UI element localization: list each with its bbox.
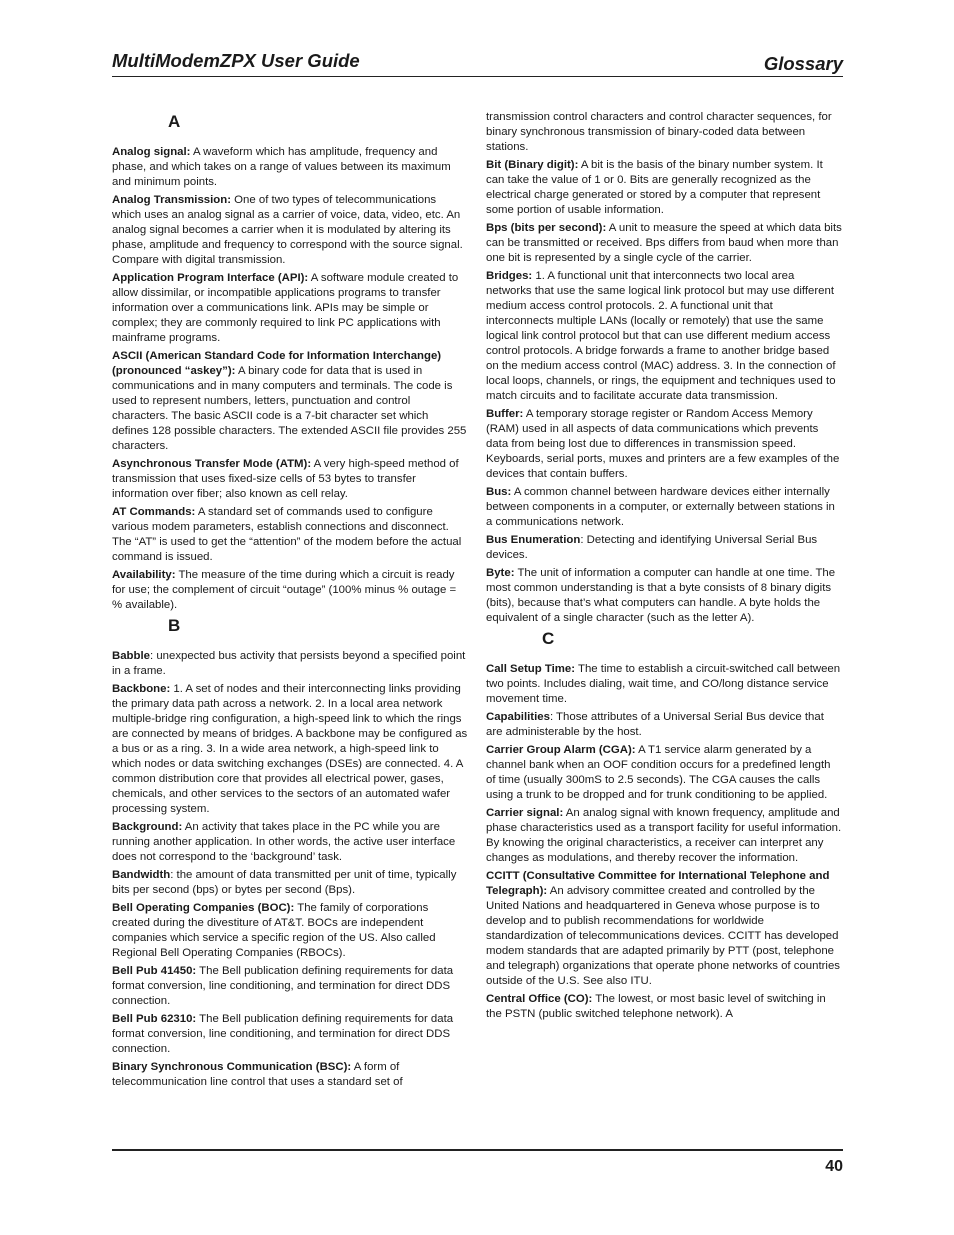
glossary-definition: 1. A functional unit that interconnects two local area networks that use the same logical link protocol but may use different medium access control protocols. 2. A functional unit that interconnects multiple LANs (locally or remotely) that use the same logical link control protocol but that can use different medium access control protocols. A bridge forwards a frame to another bridge based on the medium access control (MAC) address. 3. In the connection of local loops, channels, or rings, the equipment and techniques used to match circuits and to facilitate accurate data transmission. xyxy=(486,270,836,402)
glossary-entry xyxy=(486,533,843,563)
glossary-column-right xyxy=(486,110,843,1025)
glossary-term: Call Setup Time: xyxy=(486,663,576,675)
glossary-column-left xyxy=(112,110,468,1093)
footer-rule xyxy=(112,1149,843,1151)
glossary-term: Byte: xyxy=(486,567,515,579)
glossary-entry xyxy=(112,505,468,565)
page-header xyxy=(112,48,843,77)
glossary-definition: The Bell publication defining requirements for data format conversion, line conditioning, and termination for direct DDS connection. xyxy=(112,1013,454,1055)
glossary-definition: A common channel between hardware devices either internally between components in a computer, or externally between stations in a communications network. xyxy=(486,486,835,528)
glossary-definition: The Bell publication defining requirements for data format conversion, line conditioning, and termination for direct DDS connection. xyxy=(112,965,454,1007)
glossary-entry xyxy=(112,649,468,679)
glossary-entry xyxy=(486,407,843,482)
glossary-term: ASCII (American Standard Code for Information Interchange) (pronounced “askey”): xyxy=(112,350,442,377)
glossary-entry xyxy=(112,349,468,454)
glossary-entry xyxy=(486,743,843,803)
glossary-definition: The measure of the time during which a circuit is ready for use; the complement of circuit “outage” (100% minus % outage = % available). xyxy=(112,569,457,611)
glossary-entry xyxy=(112,271,468,346)
glossary-definition: : Detecting and identifying Universal Serial Bus devices. xyxy=(486,534,818,561)
glossary-entry xyxy=(486,110,843,155)
glossary-term: Bps (bits per second): xyxy=(486,222,607,234)
glossary-term: Carrier signal: xyxy=(486,807,564,819)
glossary-term: Asynchronous Transfer Mode (ATM): xyxy=(112,458,312,470)
page-number: 40 xyxy=(825,1158,843,1175)
glossary-term: Backbone: xyxy=(112,683,171,695)
glossary-term: AT Commands: xyxy=(112,506,196,518)
glossary-term: Bandwidth xyxy=(112,869,171,881)
document-title: MultiModemZPX User Guide xyxy=(112,50,360,71)
glossary-entry xyxy=(112,868,468,898)
glossary-definition: : unexpected bus activity that persists beyond a specified point in a frame. xyxy=(112,650,466,677)
glossary-definition: A binary code for data that is used in communications and in many computers and terminals. The code is used to represent numbers, letters, punctuation and control characters. The basic ASCII code is a 7-bit character set which defines 128 possible characters. The extended ASCII file provides 255 characters. xyxy=(112,365,467,452)
glossary-definition: An analog signal with known frequency, amplitude and phase characteristics used as a transport facility for useful information. By knowing the original characteristics, a receiver can interpret any changes as modulations, and thereby recover the information. xyxy=(486,807,842,864)
glossary-definition: A unit to measure the speed at which data bits can be transmitted or received. Bps differs from baud when more than one bit is represented by a single cycle of the carrier. xyxy=(486,222,842,264)
glossary-definition: A standard set of commands used to configure various modem parameters, establish connections and disconnect. The “AT” is used to get the “attention” of the modem before the actual command is issued. xyxy=(112,506,462,563)
glossary-entry xyxy=(112,682,468,817)
glossary-definition: A very high-speed method of transmission that uses fixed-size cells of 53 bytes to transfer information over fiber; also known as cell relay. xyxy=(112,458,459,500)
glossary-entry xyxy=(112,1012,468,1057)
glossary-term: Availability: xyxy=(112,569,176,581)
glossary-term: Capabilities xyxy=(486,711,550,723)
section-letter: B xyxy=(168,616,181,635)
glossary-term: Analog Transmission: xyxy=(112,194,231,206)
section-letter: C xyxy=(542,629,555,648)
glossary-term: Bus Enumeration xyxy=(486,534,581,546)
glossary-entry xyxy=(486,158,843,218)
glossary-entry xyxy=(486,992,843,1022)
glossary-term: Bridges: xyxy=(486,270,533,282)
glossary-entry xyxy=(486,485,843,530)
glossary-definition: A T1 service alarm generated by a channel bank when an OOF condition occurs for a predefined length of time (usually 300mS to 2.5 seconds). The CGA causes the calls using a trunk to be dropped and for trunk conditioning to be applied. xyxy=(486,744,831,801)
glossary-definition: The unit of information a computer can handle at one time. The most common understanding is that a byte consists of 8 binary digits (bits), because that’s what computers can handle. A byte holds the equivalent of a single character (such as the letter A). xyxy=(486,567,836,624)
glossary-entry xyxy=(486,710,843,740)
glossary-entry xyxy=(486,269,843,404)
glossary-term: Bit (Binary digit): xyxy=(486,159,579,171)
glossary-term: Bell Operating Companies (BOC): xyxy=(112,902,295,914)
glossary-entry xyxy=(112,901,468,961)
glossary-definition: 1. A set of nodes and their interconnecting links providing the primary data path across a network. 2. In a local area network multiple-bridge ring configuration, a high-speed link to which the rings are connected by means of bridges. A backbone may be configured as a bus or as a ring. 3. In a wide area network, a high-speed link to which nodes or data switching exchanges (DSEs) are connected. 4. A common distribution core that provides all electrical power, gases, chemicals, and other services to the sectors of an automated wafer processing system. xyxy=(112,683,468,815)
glossary-definition: : the amount of data transmitted per unit of time, typically bits per second (bps) or bytes per second (Bps). xyxy=(112,869,457,896)
glossary-term: Background: xyxy=(112,821,183,833)
glossary-term: Bell Pub 62310: xyxy=(112,1013,197,1025)
glossary-definition: One of two types of telecommunications which uses an analog signal as a carrier of voice, data, video, etc. An analog signal becomes a carrier when it is modulated by altering its phase, amplitude and frequency to correspond with the source signal. Compare with digital transmission. xyxy=(112,194,463,266)
glossary-entry xyxy=(486,869,843,989)
glossary-definition: A bit is the basis of the binary number system. It can take the value of 1 or 0. Bits are generally recognized as the electrical charge generated or stored by a computer that represent some portion of usable information. xyxy=(486,159,823,216)
glossary-term: Babble xyxy=(112,650,150,662)
glossary-term: Carrier Group Alarm (CGA): xyxy=(486,744,636,756)
glossary-definition: A waveform which has amplitude, frequency and phase, and which takes on a range of values between its maximum and minimum points. xyxy=(112,146,451,188)
glossary-entry xyxy=(486,221,843,266)
glossary-entry xyxy=(112,145,468,190)
glossary-term: Application Program Interface (API): xyxy=(112,272,309,284)
glossary-definition: An activity that takes place in the PC while you are running another application. In other words, the active user interface does not correspond to the ‘background’ task. xyxy=(112,821,456,863)
glossary-term: Binary Synchronous Communication (BSC): xyxy=(112,1061,352,1073)
glossary-definition: The time to establish a circuit-switched call between two points. Includes dialing, wait time, and CO/long distance service movement time. xyxy=(486,663,841,705)
glossary-definition: An advisory committee created and controlled by the United Nations and headquartered in Geneva whose purpose is to develop and to publish recommendations for worldwide standardization of telecommunications devices. CCITT has developed modem standards that are adapted primarily by PTT (post, telephone and telegraph) organizations that operate phone networks of countries outside of the U.S. See also ITU. xyxy=(486,885,840,987)
glossary-definition: A temporary storage register or Random Access Memory (RAM) used in all aspects of data communications which prevents data from being lost due to differences in transmission speed. Keyboards, serial ports, muxes and printers are a few examples of the devices that contain buffers. xyxy=(486,408,840,480)
glossary-definition: The family of corporations created during the divestiture of AT&T. BOCs are independent companies which service a specific region of the US. Also called Regional Bell Operating Companies (RBOCs). xyxy=(112,902,436,959)
glossary-entry xyxy=(112,568,468,613)
glossary-entry xyxy=(112,964,468,1009)
section-title: Glossary xyxy=(763,53,843,74)
glossary-term: Buffer: xyxy=(486,408,524,420)
glossary-definition: A software module created to allow dissimilar, or incompatible applications programs to transfer information over a communications link. APIs may be simple or complex; they are commonly required to link PC applications with mainframe programs. xyxy=(112,272,459,344)
glossary-definition: A form of telecommunication line control that uses a standard set of xyxy=(112,1061,403,1088)
glossary-term: Analog signal: xyxy=(112,146,191,158)
glossary-entry xyxy=(486,566,843,626)
glossary-definition: : Those attributes of a Universal Serial Bus device that are administerable by the host. xyxy=(486,711,824,738)
glossary-entry xyxy=(112,1060,468,1090)
glossary-entry xyxy=(486,662,843,707)
glossary-entry xyxy=(112,820,468,865)
glossary-term: Bell Pub 41450: xyxy=(112,965,197,977)
glossary-entry xyxy=(112,457,468,502)
section-letter: A xyxy=(168,112,181,131)
glossary-definition: The lowest, or most basic level of switching in the PSTN (public switched telephone network). A xyxy=(486,993,826,1020)
glossary-term: Bus: xyxy=(486,486,512,498)
glossary-entry xyxy=(486,806,843,866)
glossary-entry xyxy=(112,193,468,268)
glossary-term: Central Office (CO): xyxy=(486,993,593,1005)
glossary-definition: transmission control characters and control character sequences, for binary synchronous transmission of binary-coded data between stations. xyxy=(486,111,832,153)
glossary-term: CCITT (Consultative Committee for International Telephone and Telegraph): xyxy=(486,870,830,897)
